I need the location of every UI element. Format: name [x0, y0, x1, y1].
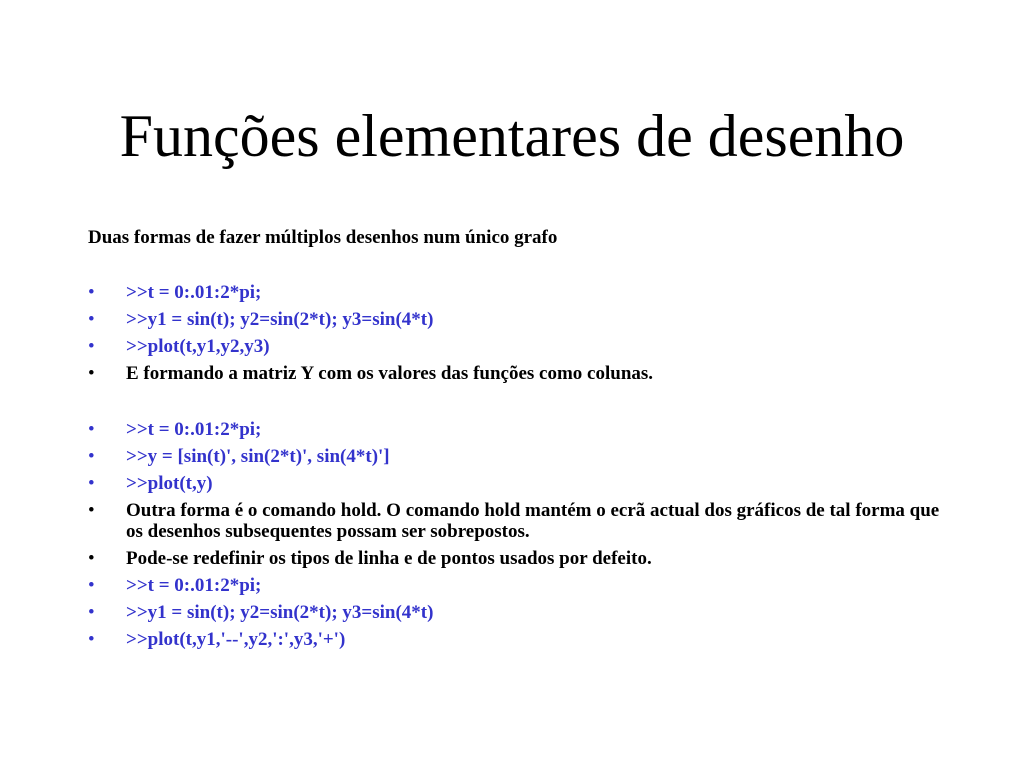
bullet-text: >>plot(t,y1,y2,y3) — [126, 336, 270, 357]
bullet-text: Pode-se redefinir os tipos de linha e de pontos usados por defeito. — [126, 548, 652, 569]
bullet-item-code — [88, 419, 948, 440]
bullet-text: >>plot(t,y1,'--',y2,':',y3,'+') — [126, 629, 346, 650]
bullet-text: >>y1 = sin(t); y2=sin(2*t); y3=sin(4*t) — [126, 602, 434, 623]
bullet-icon: • — [88, 575, 95, 596]
bullet-icon: • — [88, 500, 95, 521]
bullet-item-code — [88, 282, 948, 303]
bullet-text: E formando a matriz Y com os valores das funções como colunas. — [126, 363, 654, 384]
bullet-icon: • — [88, 446, 95, 467]
bullet-item-code — [88, 629, 948, 650]
slide-title: Funções elementares de desenho — [119, 103, 905, 169]
bullet-icon: • — [88, 602, 95, 623]
bullet-item-text — [88, 548, 948, 569]
bullet-item-code — [88, 309, 948, 330]
bullet-list — [88, 282, 948, 656]
bullet-item-code — [88, 602, 948, 623]
bullet-icon: • — [88, 336, 95, 357]
bullet-icon: • — [88, 629, 95, 650]
bullet-text: >>plot(t,y) — [126, 473, 213, 494]
bullet-item-text — [88, 363, 948, 384]
bullet-text: >>y = [sin(t)', sin(2*t)', sin(4*t)'] — [126, 446, 390, 467]
bullet-icon: • — [88, 419, 95, 440]
bullet-text: >>y1 = sin(t); y2=sin(2*t); y3=sin(4*t) — [126, 309, 434, 330]
bullet-text: >>t = 0:.01:2*pi; — [126, 575, 262, 596]
bullet-item-code — [88, 473, 948, 494]
bullet-icon: • — [88, 473, 95, 494]
bullet-icon: • — [88, 282, 95, 303]
bullet-item-text — [88, 500, 948, 542]
bullet-icon: • — [88, 309, 95, 330]
bullet-icon: • — [88, 363, 95, 384]
slide-subtitle: Duas formas de fazer múltiplos desenhos num único grafo — [88, 227, 558, 248]
bullet-icon: • — [88, 548, 95, 569]
bullet-item-code — [88, 446, 948, 467]
bullet-text: >>t = 0:.01:2*pi; — [126, 419, 262, 440]
bullet-item-code — [88, 575, 948, 596]
bullet-item-code — [88, 336, 948, 357]
bullet-text: Outra forma é o comando hold. O comando hold mantém o ecrã actual dos gráficos de tal forma que os desenhos subsequentes possam ser sobrepostos. — [126, 500, 940, 542]
bullet-text: >>t = 0:.01:2*pi; — [126, 282, 262, 303]
